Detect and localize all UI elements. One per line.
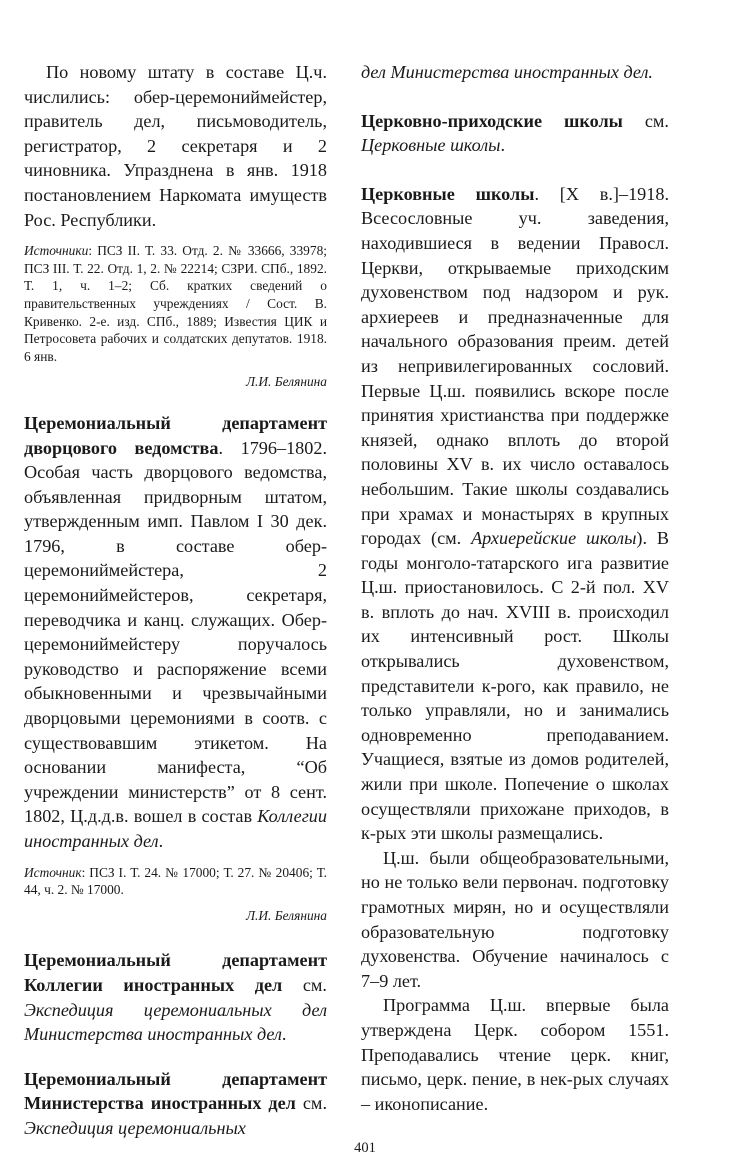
entry-text: ). В годы монголо-татарского ига развитие Ц.ш. приостановилось. С 2-й пол. XV в. вплоть до нач. XVIII в. происходил их интенсивный рост. Школы открывались духовенством, представители к-рого, как правило, не только управляли, но и занимались одновременно преподаванием. Учащиеся, взятые из домов родителей, жили при школе. Попечение о школах осуществляли прихожане приходов, в к-рых эти школы размещались.: [361, 528, 669, 844]
left-column: [24, 60, 327, 1141]
sources-block: [24, 242, 327, 365]
entry-end: .: [158, 831, 164, 851]
see-label: см.: [622, 110, 669, 131]
sources-label: Источник: [24, 864, 82, 880]
entry-title: Церковные школы: [361, 183, 535, 204]
entry-text: . 1796–1802. Особая часть дворцового ведомства, объявленная придворным штатом, утвержденным имп. Павлом I 30 дек. 1796, в составе обер-церемониймейстера, 2 церемониймейстеров, секретаря, переводчика и канц. служащих. Обер-церемониймейстеру поручалось руководство и распоряжение всеми обыкновенными и чрезвычайными дворцовыми церемониями в соотв. с существовавшим этикетом. На основании манифеста, “Об учреждении министерств” от 8 сент. 1802, Ц.д.д.в. вошел в состав: [24, 437, 327, 827]
entry-end: .: [500, 135, 506, 156]
author-signature: Л.И. Белянина: [245, 374, 327, 390]
cross-reference-link[interactable]: Церковные школы: [361, 135, 501, 156]
cross-reference-link[interactable]: Архиерейские школы: [471, 528, 637, 549]
page-number: 401: [354, 1140, 376, 1156]
entry-church-schools: [361, 182, 669, 846]
sources-text: : ПСЗ I. Т. 24. № 17000; Т. 27. № 20406; Т. 44, ч. 2. № 17000.: [24, 864, 327, 898]
entry-title: Церемониальный департамент Министерства иностранных дел: [24, 1068, 327, 1114]
paragraph: Ц.ш. были общеобразовательными, но не только вели первонач. подготовку грамотных мирян, но и осуществляли образовательную подготовку духовенства. Обучение начиналось с 7–9 лет.: [361, 847, 669, 991]
entry-ceremonial-collegium-dept: [24, 948, 327, 1046]
sources-block: [24, 864, 327, 899]
cross-reference-link[interactable]: Экспедиция церемониальных: [24, 1117, 246, 1138]
see-label: см.: [282, 974, 327, 995]
cross-reference-link[interactable]: Экспедиция церемониальных дел Министерства иностранных дел: [24, 999, 327, 1045]
entry-ceremonial-court-dept: [24, 411, 327, 854]
sources-text: : ПСЗ II. Т. 33. Отд. 2. № 33666, 33978; ПСЗ III. Т. 22. Отд. 1, 2. № 22214; СЗРИ. СПб., 1892. Т. 1, ч. 1–2; Сб. кратких сведений о правительственных учреждениях / Сост. В. Кривенко. 2-е. изд. СПб., 1889; Известия ЦИК и Петросовета рабочих и солдатских депутатов. 1918. 6 янв.: [24, 243, 327, 364]
entry-ceremonial-ministry-dept: [24, 1067, 327, 1141]
intro-paragraph: По новому штату в составе Ц.ч. числились: обер-церемониймейстер, правитель дел, письмоводитель, регистратор, 2 секретаря и 2 чиновника. Упразднена в янв. 1918 постановлением Наркомата имуществ Рос. Республики.: [24, 62, 327, 230]
cross-reference-link[interactable]: дел Министерства иностранных дел.: [361, 62, 653, 82]
right-column: [361, 60, 669, 1116]
author-signature: Л.И. Белянина: [245, 907, 327, 923]
entry-text: . [X в.]–1918. Всесословные уч. заведения, находившиеся в ведении Правосл. Церкви, открываемые приходским духовенством под надзором и рук. архиереев и предназначенные для начального образования преим. детей из непривилегированных сословий. Первые Ц.ш. появились вскоре после принятия христианства при поддержке князей, однако вплоть до второй половины XV в. их число оставалось небольшим. Такие школы создавались при храмах и монастырях в крупных городах (см.: [361, 183, 670, 549]
entry-title: Церковно-приходские школы: [361, 110, 623, 131]
entry-end: .: [281, 1024, 287, 1045]
entry-parish-schools: [361, 109, 669, 158]
entry-title: Церемониальный департамент дворцового ведомства: [24, 412, 327, 458]
paragraph: Программа Ц.ш. впервые была утверждена Церк. собором 1551. Преподавались чтение церк. книг, письмо, церк. пение, в нек-рых случаях – иконописание.: [361, 995, 669, 1114]
see-label: см.: [295, 1093, 327, 1114]
continued-reference: [361, 60, 669, 85]
entry-title: Церемониальный департамент Коллегии иностранных дел: [24, 950, 327, 995]
sources-label: Источники: [24, 243, 89, 259]
cross-reference-link[interactable]: Коллегии иностранных дел: [24, 806, 327, 851]
